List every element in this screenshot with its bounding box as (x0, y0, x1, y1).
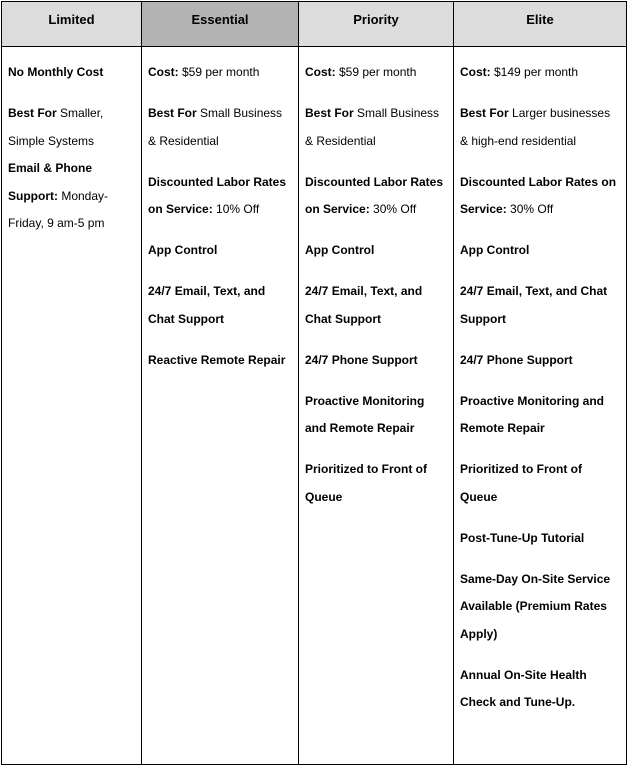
feature-item (460, 278, 618, 333)
feature-detail: 10% Off (212, 202, 260, 216)
feature-item (305, 347, 445, 375)
feature-item (148, 100, 290, 155)
feature-item (460, 456, 618, 511)
feature-item (305, 59, 445, 87)
column-header-priority (299, 2, 454, 47)
feature-detail: Small Business & Residential (148, 106, 283, 148)
feature-item (460, 388, 618, 443)
feature-label: Prioritized to Front of Queue (305, 462, 427, 504)
feature-detail: 30% Off (369, 202, 417, 216)
column-header-label: Elite (526, 12, 554, 27)
feature-item (148, 347, 290, 375)
feature-label: Email & Phone Support: (8, 161, 93, 203)
column-header-limited (2, 2, 142, 47)
feature-item (460, 59, 618, 87)
feature-label: 24/7 Email, Text, and Chat Support (460, 284, 608, 326)
feature-item (460, 347, 618, 375)
plan-cell-essential (142, 47, 299, 765)
feature-label: Best For (8, 106, 57, 120)
column-header-elite (454, 2, 627, 47)
feature-label: Reactive Remote Repair (148, 352, 286, 367)
feature-label: Discounted Labor Rates on Service: (305, 174, 444, 216)
feature-label: Proactive Monitoring and Remote Repair (305, 393, 425, 435)
feature-item (460, 662, 618, 717)
feature-label: Annual On-Site Health Check and Tune-Up. (460, 667, 587, 709)
plan-cell-elite (454, 47, 627, 765)
feature-label: Discounted Labor Rates on Service: (148, 174, 287, 216)
plan-cell-priority (299, 47, 454, 765)
feature-label: 24/7 Email, Text, and Chat Support (148, 284, 266, 326)
column-header-label: Essential (191, 12, 249, 27)
feature-item (305, 100, 445, 155)
feature-item (8, 59, 133, 87)
feature-label: Cost: (305, 65, 336, 79)
feature-label: 24/7 Phone Support (305, 352, 418, 367)
feature-detail: Monday-Friday, 9 am-5 pm (8, 188, 109, 230)
feature-label: 24/7 Phone Support (460, 352, 573, 367)
feature-detail: Larger businesses & high-end residential (460, 106, 611, 148)
feature-label: Discounted Labor Rates on Service: (460, 174, 617, 216)
feature-label: No Monthly Cost (8, 65, 104, 79)
feature-detail: $59 per month (335, 65, 417, 79)
column-header-essential (142, 2, 299, 47)
feature-item (460, 169, 618, 224)
feature-item (148, 237, 290, 265)
feature-item (460, 100, 618, 155)
feature-item (305, 237, 445, 265)
feature-item (460, 525, 618, 553)
feature-item (148, 59, 290, 87)
feature-item (305, 456, 445, 511)
feature-item (8, 100, 133, 155)
feature-label: Proactive Monitoring and Remote Repair (460, 393, 605, 435)
feature-item (8, 155, 133, 238)
feature-detail: 30% Off (506, 202, 554, 216)
plan-cell-limited (2, 47, 142, 765)
feature-label: Prioritized to Front of Queue (460, 462, 582, 504)
column-header-label: Priority (353, 12, 399, 27)
feature-label: App Control (305, 243, 375, 257)
feature-item (460, 237, 618, 265)
header-row (2, 2, 627, 47)
feature-label: App Control (460, 243, 530, 257)
feature-item (305, 278, 445, 333)
feature-item (305, 169, 445, 224)
feature-label: Best For (460, 106, 509, 120)
feature-item (148, 169, 290, 224)
feature-label: Post-Tune-Up Tutorial (460, 530, 585, 545)
feature-item (460, 566, 618, 649)
feature-detail: $59 per month (178, 65, 260, 79)
column-header-label: Limited (48, 12, 95, 27)
feature-item (305, 388, 445, 443)
feature-label: Best For (305, 106, 354, 120)
feature-detail: $149 per month (490, 65, 579, 79)
feature-label: 24/7 Email, Text, and Chat Support (305, 284, 423, 326)
feature-label: Cost: (148, 65, 179, 79)
feature-detail: Small Business & Residential (305, 106, 440, 148)
feature-detail: Smaller, Simple Systems (8, 106, 104, 148)
feature-item (148, 278, 290, 333)
features-row (2, 47, 627, 765)
plan-comparison-table (1, 1, 627, 765)
feature-label: Same-Day On-Site Service Available (Premium Rates Apply) (460, 571, 611, 641)
feature-label: Cost: (460, 65, 491, 79)
feature-label: App Control (148, 243, 218, 257)
feature-label: Best For (148, 106, 197, 120)
